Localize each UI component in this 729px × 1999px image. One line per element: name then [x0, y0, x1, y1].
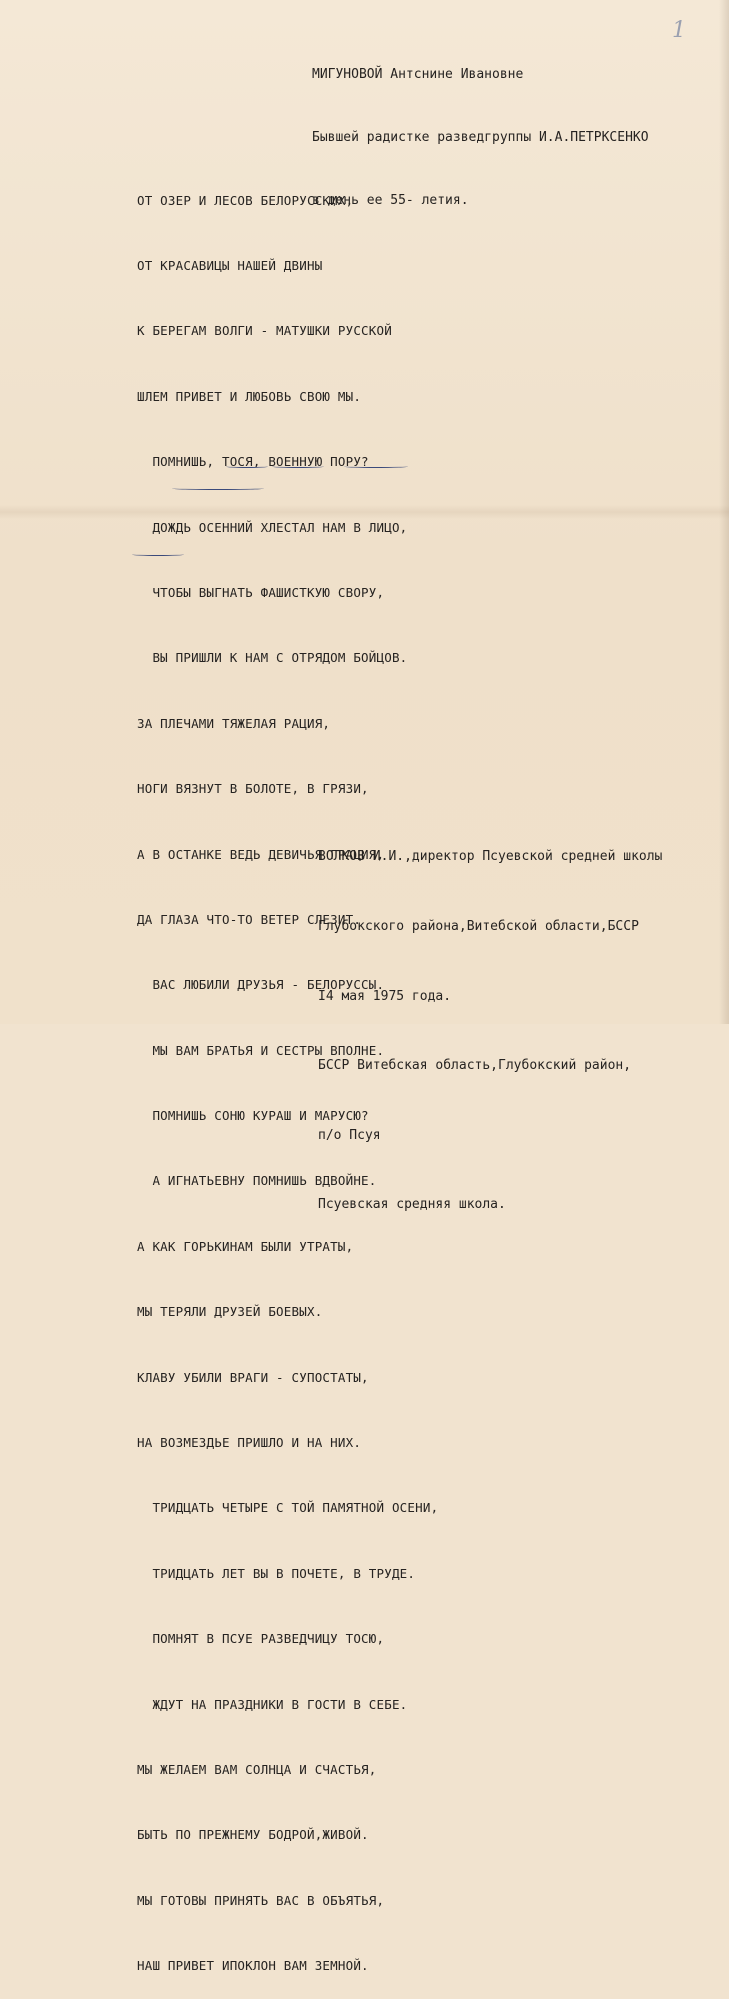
poem-line: ШЛЕМ ПРИВЕТ И ЛЮБОВЬ СВОЮ МЫ.	[137, 388, 362, 404]
signature-line: п/о Псуя	[318, 1127, 381, 1143]
pen-underline-sonyu	[226, 465, 268, 468]
poem-line: МЫ ЖЕЛАЕМ ВАМ СОЛНЦА И СЧАСТЬЯ,	[137, 1761, 377, 1777]
poem-line: ЖДУТ НА ПРАЗДНИКИ В ГОСТИ В СЕБЕ.	[137, 1696, 408, 1712]
poem-line: ТРИДЦАТЬ ЛЕТ ВЫ В ПОЧЕТЕ, В ТРУДЕ.	[137, 1565, 416, 1581]
poem-line: А ИГНАТЬЕВНУ ПОМНИШЬ ВДВОЙНЕ.	[137, 1173, 377, 1189]
signature-line: БССР Витебская область,Глубокский район,	[318, 1058, 632, 1074]
poem-line: ЧТОБЫ ВЫГНАТЬ ФАШИСТКУЮ СВОРУ,	[137, 584, 385, 600]
poem-line: К БЕРЕГАМ ВОЛГИ - МАТУШКИ РУССКОЙ	[137, 323, 392, 339]
poem-line: БЫТЬ ПО ПРЕЖНЕМУ БОДРОЙ,ЖИВОЙ.	[137, 1827, 369, 1843]
poem-line: А КАК ГОРЬКИНАМ БЫЛИ УТРАТЫ,	[137, 1238, 354, 1254]
poem-line: ОТ КРАСАВИЦЫ НАШЕЙ ДВИНЫ	[137, 257, 323, 273]
poem-line: ДА ГЛАЗА ЧТО-ТО ВЕТЕР СЛЕЗИТ.	[137, 911, 362, 927]
paper-edge-shadow	[719, 0, 729, 1024]
poem-line: МЫ ВАМ БРАТЬЯ И СЕСТРЫ ВПОЛНЕ.	[137, 1042, 385, 1058]
poem-line: А В ОСТАНКЕ ВЕДЬ ДЕВИЧЬЯ ГРАЦИЯ,	[137, 846, 385, 862]
signature-block	[318, 799, 662, 1240]
handwritten-page-number: 1	[672, 18, 686, 43]
poem-line: МЫ ТЕРЯЛИ ДРУЗЕЙ БОЕВЫХ.	[137, 1304, 323, 1320]
poem-line: ВЫ ПРИШЛИ К НАМ С ОТРЯДОМ БОЙЦОВ.	[137, 650, 408, 666]
signature-line: Псуевская средняя школа.	[318, 1197, 506, 1213]
poem-line: КЛАВУ УБИЛИ ВРАГИ - СУПОСТАТЫ,	[137, 1369, 369, 1385]
poem-line: ДОЖДЬ ОСЕННИЙ ХЛЕСТАЛ НАМ В ЛИЦО,	[137, 519, 408, 535]
poem-line: ВАС ЛЮБИЛИ ДРУЗЬЯ - БЕЛОРУССЫ.	[137, 977, 385, 993]
poem-line: ОТ ОЗЕР И ЛЕСОВ БЕЛОРУССКИХ,	[137, 192, 354, 208]
signature-line: Глубокского района,Витебской области,БССР	[318, 919, 639, 935]
pen-underline-ignatyevnu	[172, 487, 264, 490]
pen-underline-klavu	[132, 553, 184, 556]
dedication-line: МИГУНОВОЙ Антснине Ивановне	[312, 67, 524, 82]
poem-line: ПОМНИШЬ, ТОСЯ, ВОЕННУЮ ПОРУ?	[137, 454, 369, 470]
poem-line: ПОМНИШЬ СОНЮ КУРАШ И МАРУСЮ?	[137, 1108, 369, 1124]
poem-line: МЫ ГОТОВЫ ПРИНЯТЬ ВАС В ОБЪЯТЬЯ,	[137, 1892, 385, 1908]
dedication-line: в день ее 55- летия.	[312, 193, 469, 208]
pen-underline-marusyu	[344, 465, 408, 468]
signature-line: ВОЛКОВ И.И.,директор Псуевской средней школы	[318, 849, 663, 865]
signature-line: I4 мая 1975 года.	[318, 988, 452, 1004]
poem-line: ПОМНЯТ В ПСУЕ РАЗВЕДЧИЦУ ТОСЮ,	[137, 1631, 385, 1647]
poem-line: ЗА ПЛЕЧАМИ ТЯЖЕЛАЯ РАЦИЯ,	[137, 715, 331, 731]
poem-line: НА ВОЗМЕЗДЬЕ ПРИШЛО И НА НИХ.	[137, 1435, 362, 1451]
poem-line: ТРИДЦАТЬ ЧЕТЫРЕ С ТОЙ ПАМЯТНОЙ ОСЕНИ,	[137, 1500, 439, 1516]
pen-underline-kurash	[272, 465, 324, 468]
poem-line: НОГИ ВЯЗНУТ В БОЛОТЕ, В ГРЯЗИ,	[137, 781, 369, 797]
poem-line: НАШ ПРИВЕТ ИПОКЛОН ВАМ ЗЕМНОЙ.	[137, 1958, 369, 1974]
dedication-line: Бывшей радистке разведгруппы И.А.ПЕТРКСЕНКО	[312, 130, 649, 145]
